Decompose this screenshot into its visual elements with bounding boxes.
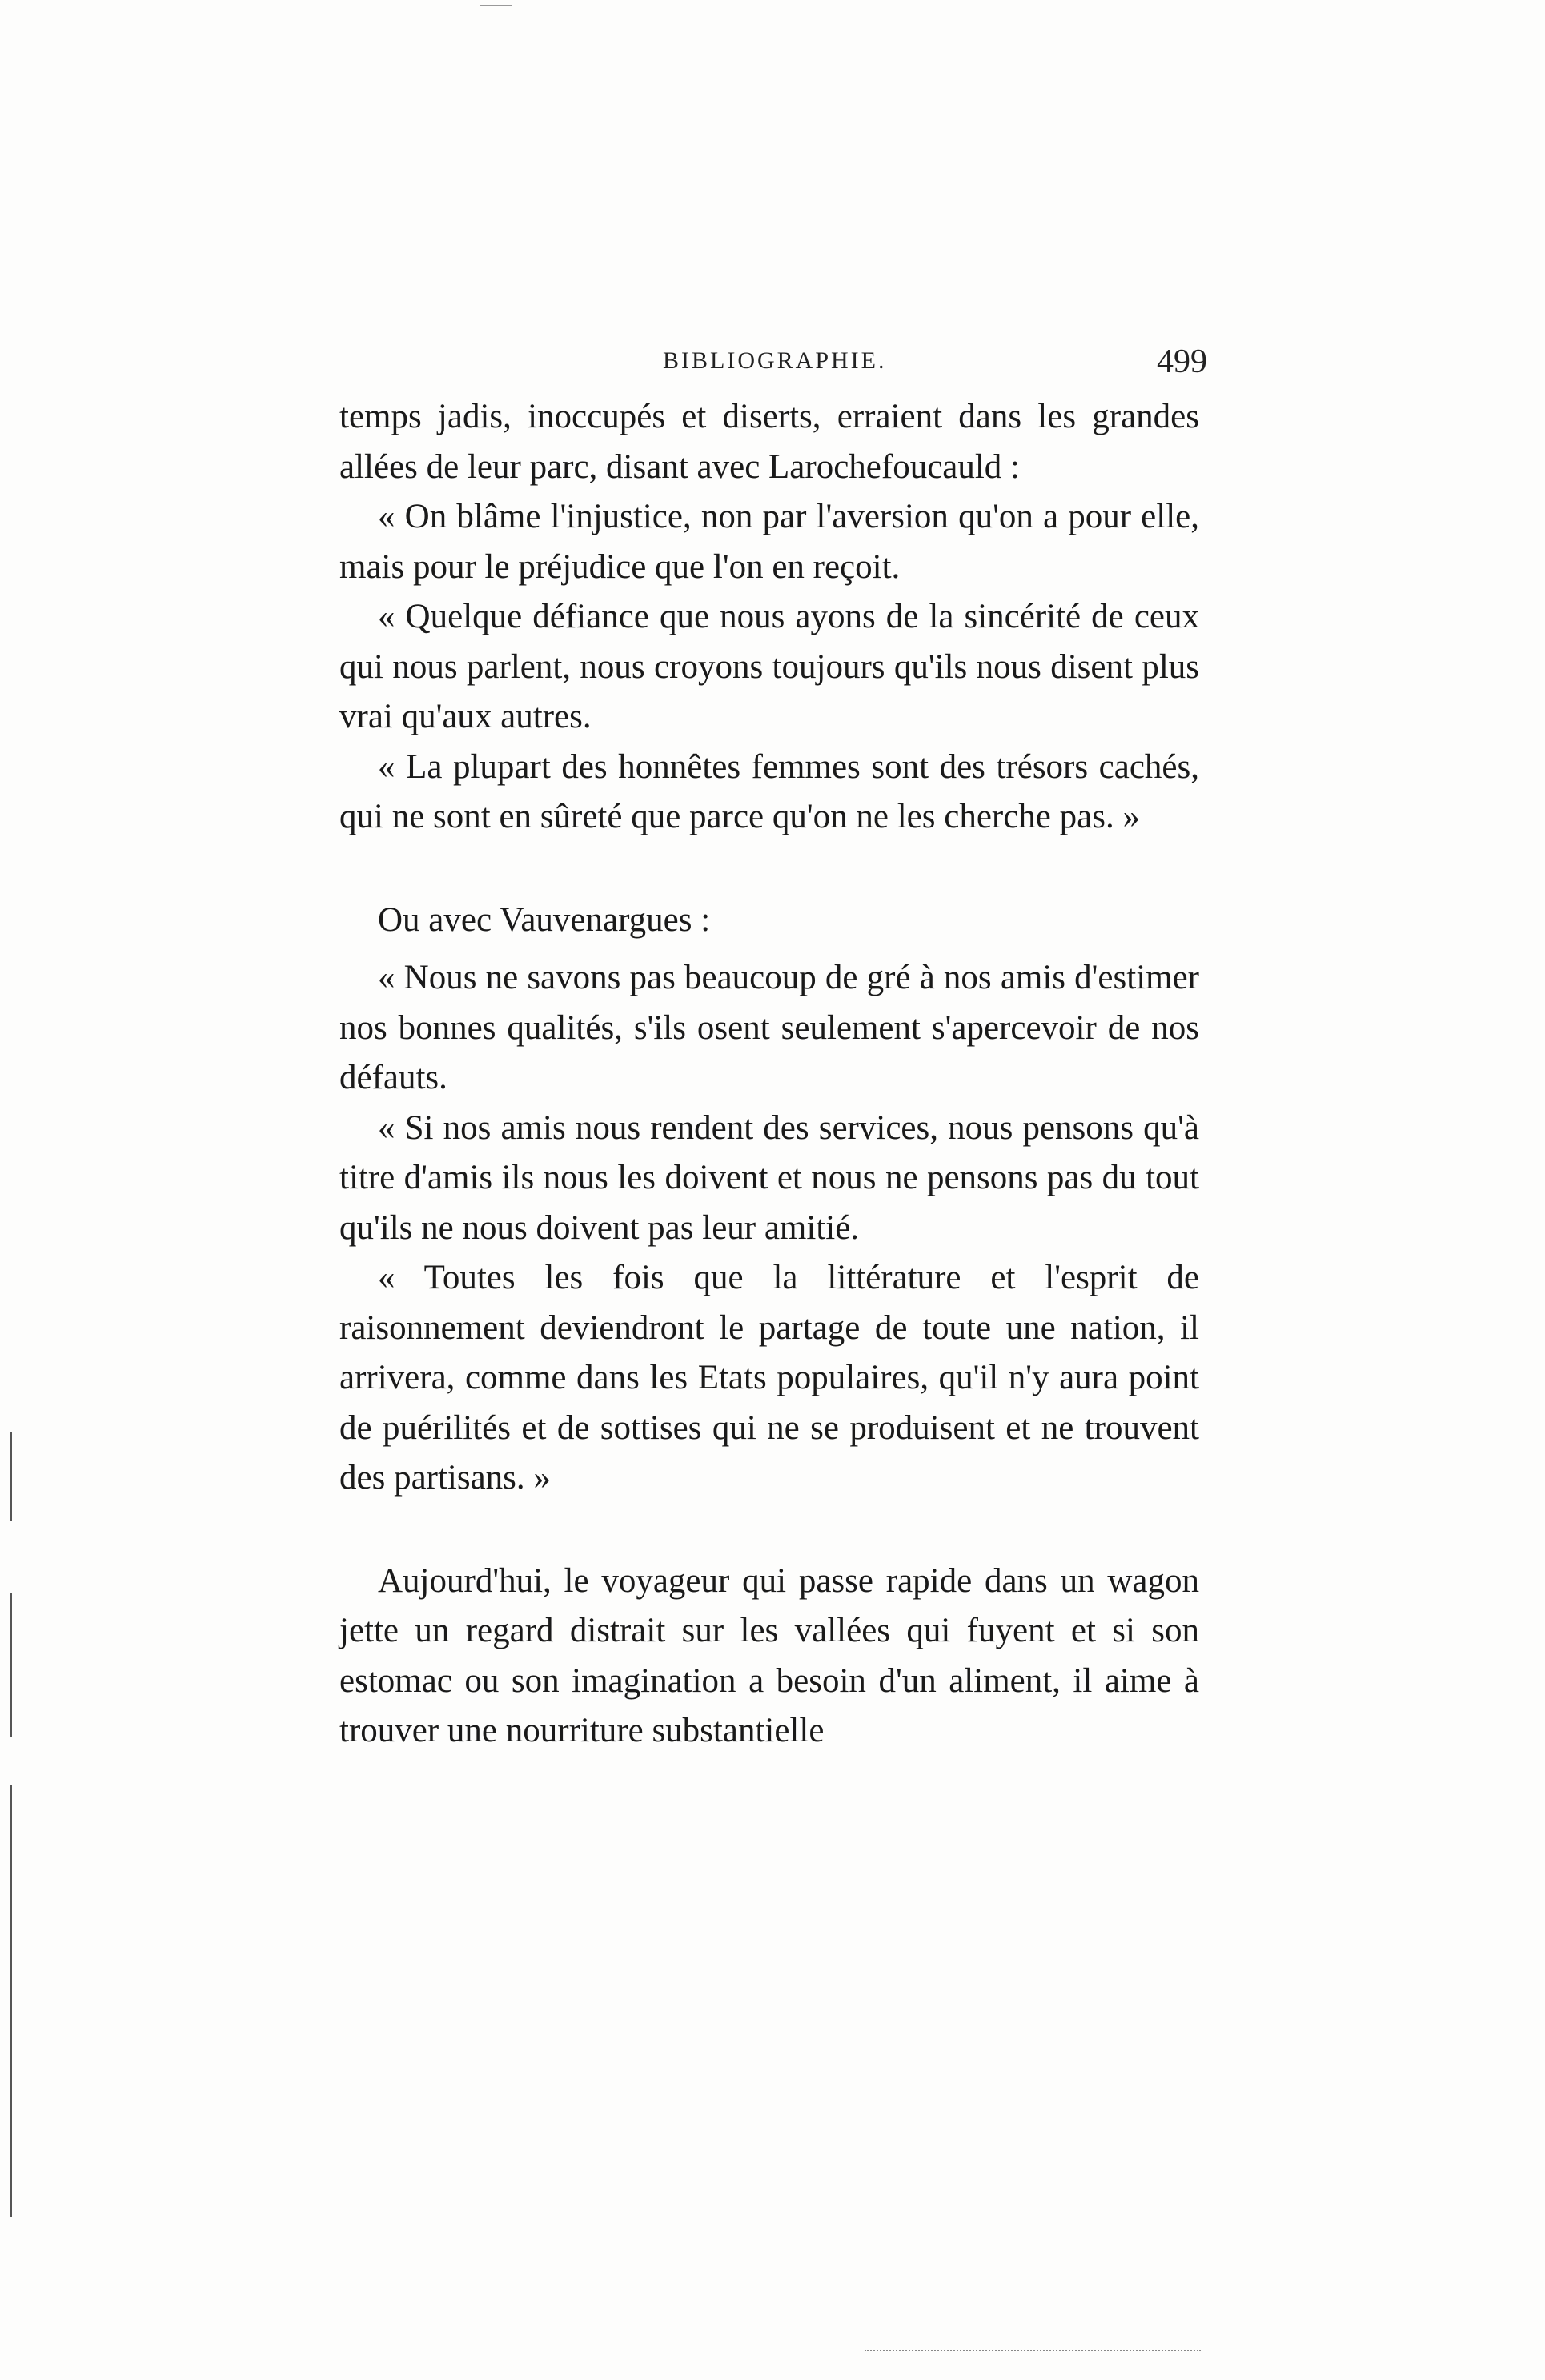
quote-paragraph: « Quelque défiance que nous ayons de la sincérité de ceux qui nous parlent, nous croyons toujours qu'ils nous disent plus vrai qu'aux autres. <box>339 598 1199 735</box>
body-text <box>339 392 1199 1757</box>
quote-paragraph: « Si nos amis nous rendent des services, nous pensons qu'à titre d'amis ils nous les doivent et nous ne pensons pas du tout qu'ils ne nous doivent pas leur amitié. <box>339 1108 1199 1247</box>
quote-paragraph: « Toutes les fois que la littérature et l'esprit de raisonnement deviendront le partage de toute une nation, il arrivera, comme dans les Etats populaires, qu'il n'y aura point de puérilités et de sottises qui ne se produisent et ne trouvent des partisans. » <box>339 1259 1199 1497</box>
quote-paragraph: « La plupart des honnêtes femmes sont des trésors cachés, qui ne sont en sûreté que parce qu'on ne les cherche pas. » <box>339 747 1199 835</box>
page-number: 499 <box>1157 343 1207 380</box>
page-header <box>339 343 1239 387</box>
quote-paragraph: « Nous ne savons pas beaucoup de gré à nos amis d'estimer nos bonnes qualités, s'ils osent seulement s'apercevoir de nos défauts. <box>339 959 1199 1096</box>
paragraph: Ou avec Vauvenargues : <box>378 900 711 939</box>
paragraph: Aujourd'hui, le voyageur qui passe rapide dans un wagon jette un regard distrait sur les vallées qui fuyent et si son estomac ou son imagination a besoin d'un aliment, il aime à trouver une nourriture substantielle <box>339 1561 1199 1749</box>
paragraph: temps jadis, inoccupés et diserts, erraient dans les grandes allées de leur parc, disant avec Larochefoucauld : <box>339 398 1199 486</box>
scan-margin-line <box>10 1785 12 2217</box>
quote-paragraph: « On blâme l'injustice, non par l'aversion qu'on a pour elle, mais pour le préjudice que l'on en reçoit. <box>339 498 1199 586</box>
scan-margin-line <box>10 1593 12 1737</box>
running-head: BIBLIOGRAPHIE. <box>663 347 887 374</box>
scan-top-mark <box>480 5 512 6</box>
scan-margin-line <box>10 1432 12 1521</box>
footer-rule <box>865 2350 1201 2351</box>
